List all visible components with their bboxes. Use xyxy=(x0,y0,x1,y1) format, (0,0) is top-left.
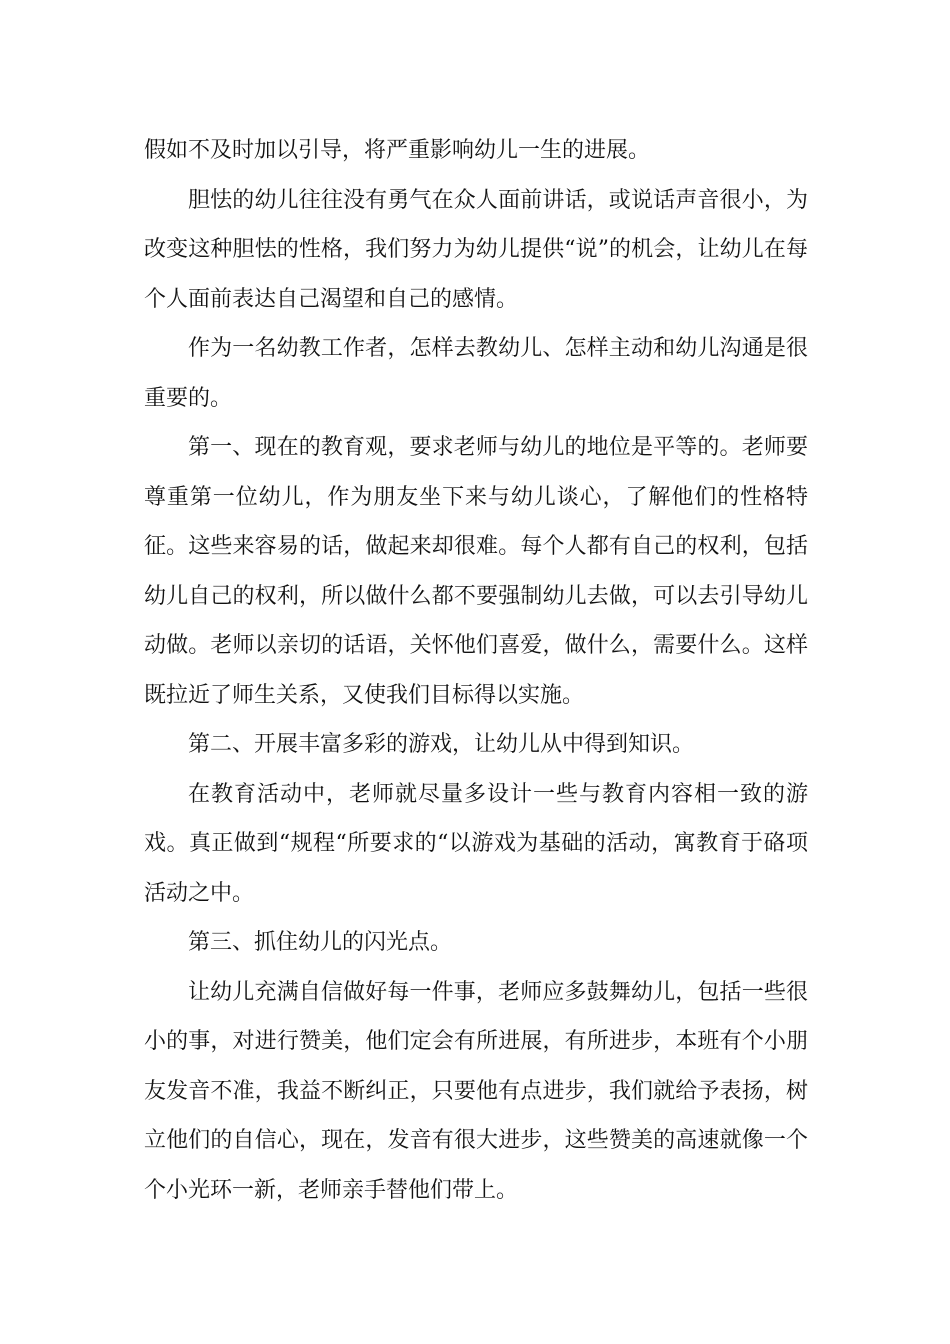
paragraph-point-one: 第一、现在的教育观，要求老师与幼儿的地位是平等的。老师要尊重第一位幼儿，作为朋友坐下来与幼儿谈心，了解他们的性格特征。这些来容易的话，做起来却很难。每个人都有自己的权利，包括幼儿自己的权利，所以做什么都不要强制幼儿去做，可以去引导幼儿动做。老师以亲切的话语，关怀他们喜爱，做什么，需要什么。这样既拉近了师生关系，又使我们目标得以实施。 xyxy=(144,435,808,708)
paragraph-games: 在教育活动中，老师就尽量多设计一些与教育内容相一致的游戏。真正做到“规程“所要求的“以游戏为基础的活动，寓教育于硌项活动之中。 xyxy=(144,781,808,906)
paragraph-continuation: 假如不及时加以引导，将严重影响幼儿一生的进展。 xyxy=(144,138,651,163)
paragraph-confidence: 让幼儿充满自信做好每一件事，老师应多鼓舞幼儿，包括一些很小的事，对进行赞美，他们定会有所进展，有所进步，本班有个小朋友发音不准，我益不断纠正，只要他有点进步，我们就给予表扬，树立他们的自信心，现在，发音有很大进步，这些赞美的高速就像一个个小光环一新，老师亲手替他们带上。 xyxy=(144,979,808,1203)
paragraph-point-three: 第三、抓住幼儿的闪光点。 xyxy=(188,930,453,955)
paragraph-point-two: 第二、开展丰富多彩的游戏，让幼儿从中得到知识。 xyxy=(188,732,695,757)
paragraph-timid-children: 胆怯的幼儿往往没有勇气在众人面前讲话，或说话声音很小，为改变这种胆怯的性格，我们努力为幼儿提供“说”的机会，让幼儿在每个人面前表达自己渴望和自己的感情。 xyxy=(144,187,808,312)
document-body xyxy=(144,126,808,1215)
paragraph-educator-role: 作为一名幼教工作者，怎样去教幼儿、怎样主动和幼儿沟通是很重要的。 xyxy=(144,336,808,411)
